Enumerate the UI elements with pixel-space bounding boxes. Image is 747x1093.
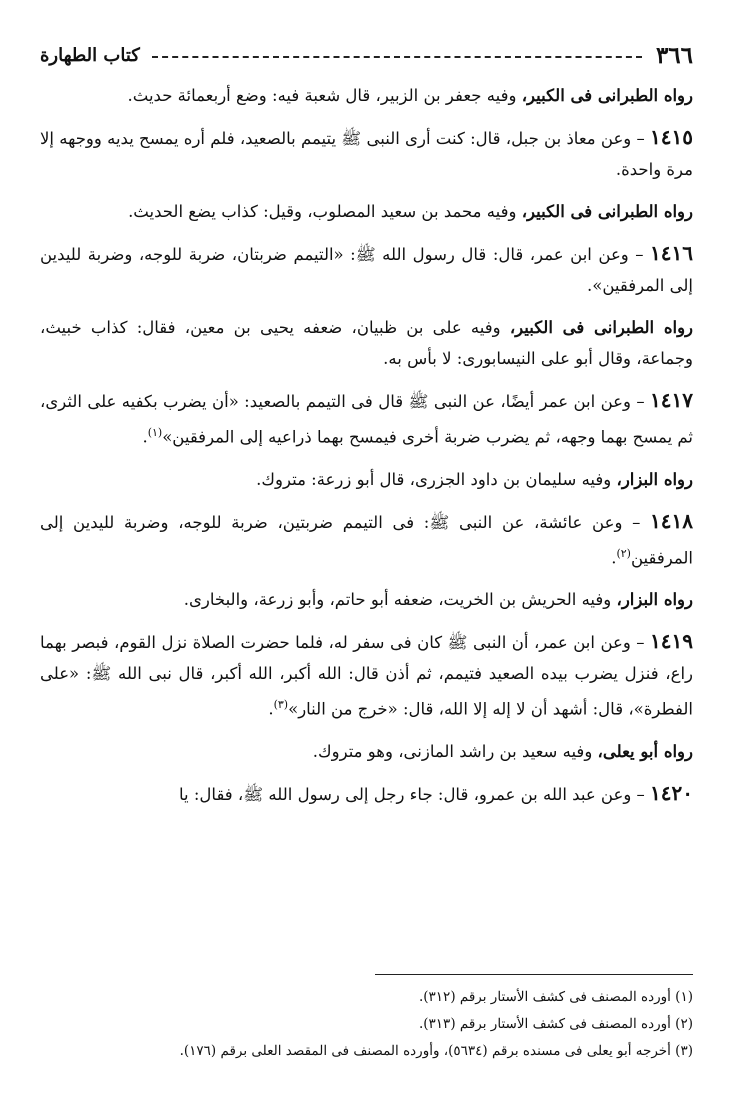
hadith-number: ١٤١٨ bbox=[650, 508, 693, 533]
hadith-paragraph bbox=[40, 238, 693, 301]
hadith-paragraph: ١٤١٧ – وعن ابن عمر أيضًا، عن النبى ﷺ قال فى التيمم بالصعيد: «أن يضرب بكفيه على الثرى، ثم يمسح بهما وجهه، ثم يضرب ضربة أخرى فيمسح بهما ذراعيه إلى المرفقين»$^{(١)}$. bbox=[40, 388, 693, 447]
paragraph-text: – وعن ابن عمر، قال: قال رسول الله ﷺ: «التيمم ضربتان، ضربة للوجه، وضربة لليدين إلى المرفقين». bbox=[40, 245, 693, 295]
hadith-number: ١٤١٩ bbox=[650, 629, 693, 653]
source-lead: رواه الطبرانى فى الكبير، bbox=[521, 86, 693, 105]
source-note bbox=[40, 584, 693, 615]
footnote-reference: (٢) bbox=[616, 546, 631, 560]
paragraph-text: – وعن ابن عمر، أن النبى ﷺ كان فى سفر له، فلما حضرت الصلاة نزل القوم، فبصر بهما راع، فنزل يضرب بيده الصعيد فتيمم، ثم أذن قال: الله أكبر، الله أكبر، قال نبى الله ﷺ: «على الفطرة»، قال: أشهد أن لا إله إلا الله، قال: «خرج من النار» bbox=[40, 633, 693, 719]
source-note bbox=[40, 80, 693, 111]
chapter-title: كتاب الطهارة bbox=[40, 44, 140, 66]
paragraph-text: وفيه سعيد بن راشد المازنى، وهو متروك. bbox=[312, 741, 598, 761]
hadith-number: ١٤٢٠ bbox=[650, 780, 693, 805]
source-note bbox=[40, 736, 693, 767]
source-note bbox=[40, 464, 693, 495]
paragraph-text: – وعن معاذ بن جبل، قال: كنت أرى النبى ﷺ يتيمم بالصعيد، فلم أره يمسح يديه ووجهه إلا مرة واحدة. bbox=[40, 129, 693, 179]
main-text bbox=[40, 80, 693, 821]
source-lead: رواه الطبرانى فى الكبير، bbox=[521, 202, 693, 221]
source-lead: رواه أبو يعلى، bbox=[597, 741, 693, 761]
running-header bbox=[40, 40, 693, 70]
paragraph-text: – وعن عبد الله بن عمرو، قال: جاء رجل إلى رسول الله ﷺ، فقال: يا bbox=[179, 784, 651, 804]
footnote-item: (١) أورده المصنف فى كشف الأستار برقم (٣١٢). bbox=[418, 989, 693, 1005]
source-lead: رواه البزار، bbox=[616, 590, 693, 609]
paragraph-text: وفيه الحريش بن الخريت، ضعفه أبو حاتم، وأبو زرعة، والبخارى. bbox=[183, 590, 617, 609]
header-dashed-rule bbox=[152, 56, 642, 58]
source-note bbox=[40, 312, 693, 374]
hadith-number: ١٤١٦ bbox=[650, 241, 693, 265]
footnote-reference: (١) bbox=[147, 426, 163, 439]
source-note bbox=[40, 196, 693, 227]
source-lead: رواه الطبرانى فى الكبير، bbox=[509, 318, 694, 337]
hadith-paragraph bbox=[40, 778, 693, 810]
footnote-reference: (٣) bbox=[273, 698, 289, 711]
hadith-paragraph bbox=[40, 122, 693, 185]
footnote-separator bbox=[375, 974, 693, 975]
hadith-paragraph: ١٤١٨ – وعن عائشة، عن النبى ﷺ: فى التيمم ضربتين، ضربة للوجه، وضربة لليدين إلى المرفقين$^{(٢)}$. bbox=[40, 508, 693, 567]
source-lead: رواه البزار، bbox=[616, 469, 693, 489]
hadith-paragraph: ١٤١٩ – وعن ابن عمر، أن النبى ﷺ كان فى سفر له، فلما حضرت الصلاة نزل القوم، فبصر بهما راع، فنزل يضرب بيده الصعيد فتيمم، ثم أذن قال: الله أكبر، الله أكبر، قال نبى الله ﷺ: «على الفطرة»، قال: أشهد أن لا إله إلا الله، قال: «خرج من النار»$^{(٣)}$. bbox=[40, 629, 693, 719]
paragraph-text: – وعن ابن عمر أيضًا، عن النبى ﷺ قال فى التيمم بالصعيد: «أن يضرب بكفيه على الثرى، ثم يمسح بهما وجهه، ثم يضرب ضربة أخرى فيمسح بهما ذراعيه إلى المرفقين» bbox=[40, 392, 693, 447]
paragraph-text: وفيه جعفر بن الزبير، قال شعبة فيه: وضع أربعمائة حديث. bbox=[127, 86, 522, 105]
hadith-number: ١٤١٥ bbox=[650, 125, 693, 149]
paragraph-text: وفيه سليمان بن داود الجزرى، قال أبو زرعة: متروك. bbox=[256, 469, 617, 489]
paragraph-text: وفيه على بن ظبيان، ضعفه يحيى بن معين، فقال: كذاب خبيث، وجماعة، وقال أبو على النيسابورى: لا بأس به. bbox=[40, 318, 693, 368]
paragraph-text: وفيه محمد بن سعيد المصلوب، وقيل: كذاب يضع الحديث. bbox=[128, 202, 522, 221]
page-number: ٣٦٦ bbox=[655, 41, 693, 69]
footnotes bbox=[40, 984, 693, 1065]
footnote-item: (٢) أورده المصنف فى كشف الأستار برقم (٣١٣). bbox=[418, 1016, 693, 1032]
paragraph-text: – وعن عائشة، عن النبى ﷺ: فى التيمم ضربتين، ضربة للوجه، وضربة لليدين إلى المرفقين bbox=[40, 512, 693, 567]
hadith-number: ١٤١٧ bbox=[650, 388, 693, 412]
footnote-item: (٣) أخرجه أبو يعلى فى مسنده برقم (٥٦٣٤)، وأورده المصنف فى المقصد العلى برقم (١٧٦). bbox=[179, 1043, 693, 1059]
